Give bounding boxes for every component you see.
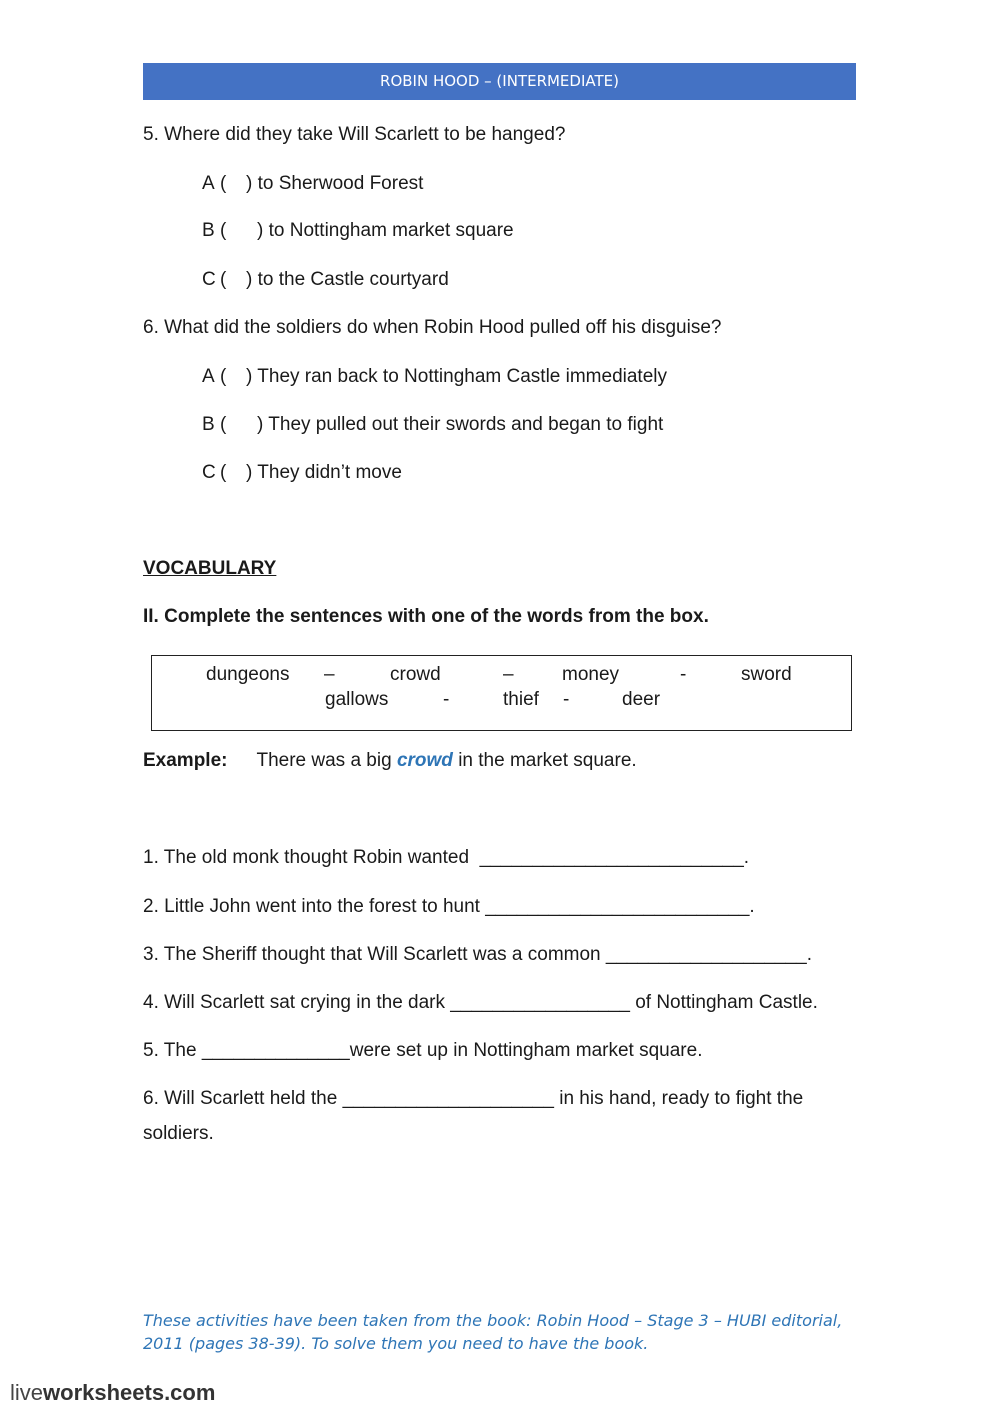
sentence-text: 6. Will Scarlett held the	[143, 1088, 338, 1109]
option-letter: A	[202, 173, 215, 194]
word-separator: -	[563, 689, 570, 710]
option-letter: A	[202, 366, 215, 387]
example-text-after: in the market square.	[458, 750, 637, 771]
logo-suffix: worksheets.com	[43, 1380, 216, 1405]
option-paren-close: )	[246, 173, 253, 194]
question-6-option-b[interactable]	[202, 414, 663, 436]
word-separator: –	[503, 664, 514, 685]
sentence-4	[143, 992, 818, 1014]
word-dungeons: dungeons	[206, 664, 290, 685]
question-5-option-c[interactable]	[202, 269, 449, 291]
sentence-2	[143, 896, 755, 918]
sentence-end: .	[749, 896, 755, 917]
option-text: to the Castle courtyard	[257, 269, 449, 290]
sentence-end: of Nottingham Castle.	[635, 992, 818, 1013]
option-paren-close: )	[257, 220, 264, 241]
option-paren-open: (	[220, 462, 227, 483]
word-deer: deer	[622, 689, 661, 710]
word-gallows: gallows	[325, 689, 389, 710]
option-paren-close: )	[246, 462, 253, 483]
answer-blank[interactable]: _________________	[450, 992, 630, 1013]
sentence-5	[143, 1040, 702, 1062]
word-crowd: crowd	[390, 664, 441, 685]
option-paren-open: (	[220, 414, 227, 435]
example-word: crowd	[396, 750, 453, 771]
option-text: to Nottingham market square	[268, 220, 514, 241]
logo-prefix: live	[10, 1380, 44, 1405]
vocabulary-heading: VOCABULARY	[143, 558, 277, 579]
sentence-end: were set up in Nottingham market square.	[349, 1040, 703, 1061]
answer-blank[interactable]: ______________	[201, 1040, 350, 1061]
option-paren-close: )	[257, 414, 264, 435]
word-sword: sword	[741, 664, 792, 685]
sentence-text: 1. The old monk thought Robin wanted	[143, 847, 470, 868]
question-6: 6. What did the soldiers do when Robin Hood pulled off his disguise?	[143, 317, 722, 338]
sentence-3	[143, 944, 812, 966]
sentence-end: .	[743, 847, 750, 868]
sentence-6	[143, 1088, 803, 1110]
option-text: They ran back to Nottingham Castle immediately	[257, 366, 667, 387]
source-note: These activities have been taken from the book: Robin Hood – Stage 3 – HUBI editorial, 2011 (pages 38-39). To solve them you need to have the book.	[143, 1311, 843, 1353]
word-box	[151, 655, 852, 731]
question-5: 5. Where did they take Will Scarlett to be hanged?	[143, 124, 566, 145]
sentence-text: 3. The Sheriff thought that Will Scarlett was a common	[143, 944, 601, 965]
example-label: Example:	[143, 750, 228, 771]
option-text: They pulled out their swords and began to fight	[268, 414, 664, 435]
option-letter: C	[202, 269, 216, 290]
question-6-option-c[interactable]	[202, 462, 402, 484]
example-sentence	[143, 750, 637, 772]
answer-blank[interactable]: _________________________	[479, 847, 744, 868]
option-letter: C	[202, 462, 216, 483]
answer-blank[interactable]: ___________________	[605, 944, 807, 965]
sentence-end: .	[806, 944, 812, 965]
question-5-option-b[interactable]	[202, 220, 514, 242]
option-text: They didn’t move	[257, 462, 402, 483]
question-6-option-a[interactable]	[202, 366, 667, 388]
sentence-6-continuation: soldiers.	[143, 1123, 214, 1144]
word-separator: -	[680, 664, 687, 685]
sentence-end: in his hand, ready to fight the	[559, 1088, 804, 1109]
word-thief: thief	[503, 689, 539, 710]
option-paren-open: (	[220, 220, 227, 241]
question-5-option-a[interactable]	[202, 173, 423, 195]
option-paren-open: (	[220, 269, 227, 290]
option-text: to Sherwood Forest	[257, 173, 424, 194]
word-money: money	[562, 664, 620, 685]
liveworksheets-logo[interactable]	[10, 1380, 215, 1406]
sentence-text: 5. The	[143, 1040, 197, 1061]
answer-blank[interactable]: ____________________	[342, 1088, 554, 1109]
option-letter: B	[202, 414, 215, 435]
word-separator: -	[443, 689, 450, 710]
sentence-1	[143, 847, 749, 869]
word-separator: –	[324, 664, 335, 685]
option-paren-open: (	[220, 366, 227, 387]
option-paren-close: )	[246, 366, 253, 387]
answer-blank[interactable]: _________________________	[485, 896, 750, 917]
vocabulary-instruction: II. Complete the sentences with one of the words from the box.	[143, 606, 709, 627]
example-text-before: There was a big	[256, 750, 392, 771]
option-paren-open: (	[220, 173, 227, 194]
option-paren-close: )	[246, 269, 253, 290]
page-header: ROBIN HOOD – (INTERMEDIATE)	[143, 63, 856, 100]
sentence-text: 4. Will Scarlett sat crying in the dark	[143, 992, 445, 1013]
option-letter: B	[202, 220, 215, 241]
sentence-text: 2. Little John went into the forest to hunt	[143, 896, 480, 917]
